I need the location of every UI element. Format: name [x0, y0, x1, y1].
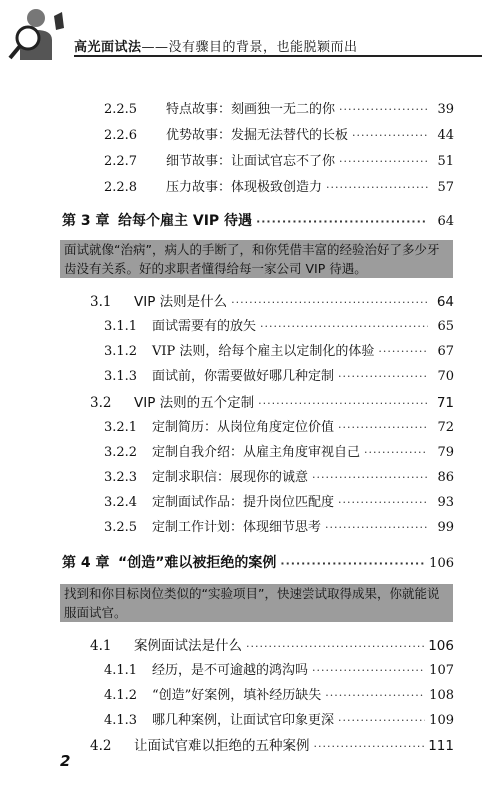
toc-entry-page: 109 — [429, 713, 454, 728]
toc-leader-dots — [352, 129, 428, 142]
toc-entry-title: 细节故事：让面试官忘不了你 — [166, 154, 336, 169]
toc-section[interactable] — [90, 734, 454, 754]
toc-entry[interactable] — [104, 709, 454, 728]
toc-leader-dots — [338, 370, 428, 383]
toc-chapter-title: 给每个雇主 VIP 待遇 — [118, 213, 253, 229]
toc-leader-dots — [339, 155, 428, 168]
toc-chapter-title: “创造”难以被拒绝的案例 — [118, 555, 277, 571]
toc-entry-number: 3.2.2 — [104, 445, 138, 460]
toc-entry-page: 44 — [437, 128, 454, 143]
toc-leader-dots — [339, 103, 428, 116]
toc-leader-dots — [260, 320, 428, 333]
toc-leader-dots — [325, 689, 425, 702]
toc-entry-title: 面试前，你需要做好哪几种定制 — [152, 369, 335, 384]
toc-entry[interactable] — [104, 176, 454, 195]
toc-chapter-4[interactable] — [62, 552, 454, 572]
toc-section-page: 71 — [436, 395, 454, 411]
header-title-strong: 高光面试法 — [74, 40, 142, 55]
toc-entry[interactable] — [104, 365, 454, 384]
toc-entry-title: 定制工作计划：体现细节思考 — [152, 520, 322, 535]
toc-entry-page: 86 — [437, 470, 454, 485]
toc-entry[interactable] — [104, 124, 454, 143]
toc-entry-number: 2.2.8 — [104, 180, 138, 195]
toc-section-title: 让面试官难以拒绝的五种案例 — [134, 738, 310, 754]
toc-entry-number: 3.2.3 — [104, 470, 138, 485]
toc-entry[interactable] — [104, 491, 454, 510]
toc-chapter-number: 第 4 章 — [62, 555, 110, 571]
toc-entry-number: 3.2.5 — [104, 520, 138, 535]
toc-leader-dots — [326, 181, 428, 194]
toc-entry-title: 定制自我介绍：从雇主角度审视自己 — [152, 445, 361, 460]
toc-entry-page: 70 — [437, 369, 454, 384]
toc-section-number: 4.2 — [90, 738, 112, 754]
toc-leader-dots — [256, 215, 428, 228]
toc-entry-title: “创造”好案例，填补经历缺失 — [152, 688, 322, 703]
toc-entry[interactable] — [104, 684, 454, 703]
toc-entry-page: 107 — [429, 663, 454, 678]
toc-entry[interactable] — [104, 340, 454, 359]
toc-section-page: 64 — [436, 294, 454, 310]
toc-entry-number: 2.2.7 — [104, 154, 138, 169]
toc-section-page: 111 — [428, 738, 454, 754]
toc-leader-dots — [325, 521, 428, 534]
page-number: 2 — [60, 752, 71, 770]
toc-leader-dots — [312, 471, 428, 484]
header-title-rest: ——没有骤目的背景，也能脱颖而出 — [141, 40, 358, 55]
toc-section-title: VIP 法则是什么 — [134, 294, 228, 310]
toc-section[interactable] — [90, 290, 454, 310]
toc-entry[interactable] — [104, 98, 454, 117]
toc-entry[interactable] — [104, 416, 454, 435]
toc-section-title: 案例面试法是什么 — [134, 638, 242, 654]
toc-entry-number: 3.2.4 — [104, 495, 138, 510]
toc-chapter-page: 64 — [437, 214, 454, 229]
toc-section-number: 3.2 — [90, 395, 112, 411]
toc-leader-dots — [280, 557, 425, 570]
toc-chapter-number: 第 3 章 — [62, 213, 110, 229]
toc-section-number: 4.1 — [90, 638, 112, 654]
toc-leader-dots — [338, 714, 425, 727]
toc-entry-page: 72 — [437, 420, 454, 435]
toc-leader-dots — [378, 345, 428, 358]
chapter-4-quote-banner — [60, 584, 453, 622]
toc-entry-page: 57 — [437, 180, 454, 195]
toc-leader-dots — [312, 664, 425, 677]
toc-entry-page: 39 — [437, 102, 454, 117]
toc-entry-title: 经历，是不可逾越的鸿沟吗 — [152, 663, 309, 678]
toc-leader-dots — [258, 397, 428, 410]
toc-entry-title: 哪几种案例，让面试官印象更深 — [152, 713, 335, 728]
toc-entry-number: 3.1.1 — [104, 319, 138, 334]
toc-entry-number: 4.1.3 — [104, 713, 138, 728]
toc-entry-title: 定制简历：从岗位角度定位价值 — [152, 420, 335, 435]
toc-entry-number: 2.2.6 — [104, 128, 138, 143]
toc-entry-page: 99 — [437, 520, 454, 535]
chapter-3-quote-banner — [60, 240, 453, 278]
toc-entry-number: 2.2.5 — [104, 102, 138, 117]
toc-entry-number: 3.2.1 — [104, 420, 138, 435]
toc-entry-number: 3.1.2 — [104, 344, 138, 359]
toc-entry-number: 3.1.3 — [104, 369, 138, 384]
toc-entry-page: 93 — [437, 495, 454, 510]
toc-entry[interactable] — [104, 466, 454, 485]
toc-entry-title: 定制求职信：展现你的诚意 — [152, 470, 309, 485]
toc-entry-number: 4.1.2 — [104, 688, 138, 703]
toc-leader-dots — [231, 296, 428, 309]
toc-leader-dots — [364, 446, 428, 459]
toc-entry-number: 4.1.1 — [104, 663, 138, 678]
toc-entry-title: 优势故事：发掘无法替代的长板 — [166, 128, 349, 143]
toc-section-title: VIP 法则的五个定制 — [134, 395, 255, 411]
toc-entry-title: 压力故事：体现极致创造力 — [166, 180, 323, 195]
banner-text: 找到和你目标岗位类似的“实验项目”，快速尝试取得成果，你就能说服面试官。 — [64, 586, 440, 620]
toc-section[interactable] — [90, 634, 454, 654]
toc-chapter-3[interactable] — [62, 210, 454, 230]
toc-entry-page: 67 — [437, 344, 454, 359]
toc-entry-page: 108 — [429, 688, 454, 703]
banner-text: 面试就像“治病”，病人的手断了，和你凭借丰富的经验治好了多少牙齿没有关系。好的求职者懂得给每一家公司 VIP 待遇。 — [64, 242, 440, 276]
toc-entry[interactable] — [104, 150, 454, 169]
toc-entry-title: 特点故事：刻画独一无二的你 — [166, 102, 336, 117]
toc-entry[interactable] — [104, 315, 454, 334]
toc-entry[interactable] — [104, 441, 454, 460]
toc-entry-page: 65 — [437, 319, 454, 334]
toc-leader-dots — [314, 740, 425, 753]
toc-section-page: 106 — [428, 638, 454, 654]
toc-leader-dots — [338, 421, 428, 434]
toc-section[interactable] — [90, 391, 454, 411]
toc-leader-dots — [338, 496, 428, 509]
toc-entry-title: 定制面试作品：提升岗位匹配度 — [152, 495, 335, 510]
toc-entry-page: 79 — [437, 445, 454, 460]
toc-section-number: 3.1 — [90, 294, 112, 310]
toc-entry-title: VIP 法则，给每个雇主以定制化的体验 — [152, 344, 375, 359]
toc-entry-title: 面试需要有的放矢 — [152, 319, 257, 334]
toc-chapter-page: 106 — [429, 556, 454, 571]
toc-entry[interactable] — [104, 516, 454, 535]
toc-leader-dots — [246, 640, 424, 653]
toc-entry[interactable] — [104, 659, 454, 678]
toc-entry-page: 51 — [437, 154, 454, 169]
